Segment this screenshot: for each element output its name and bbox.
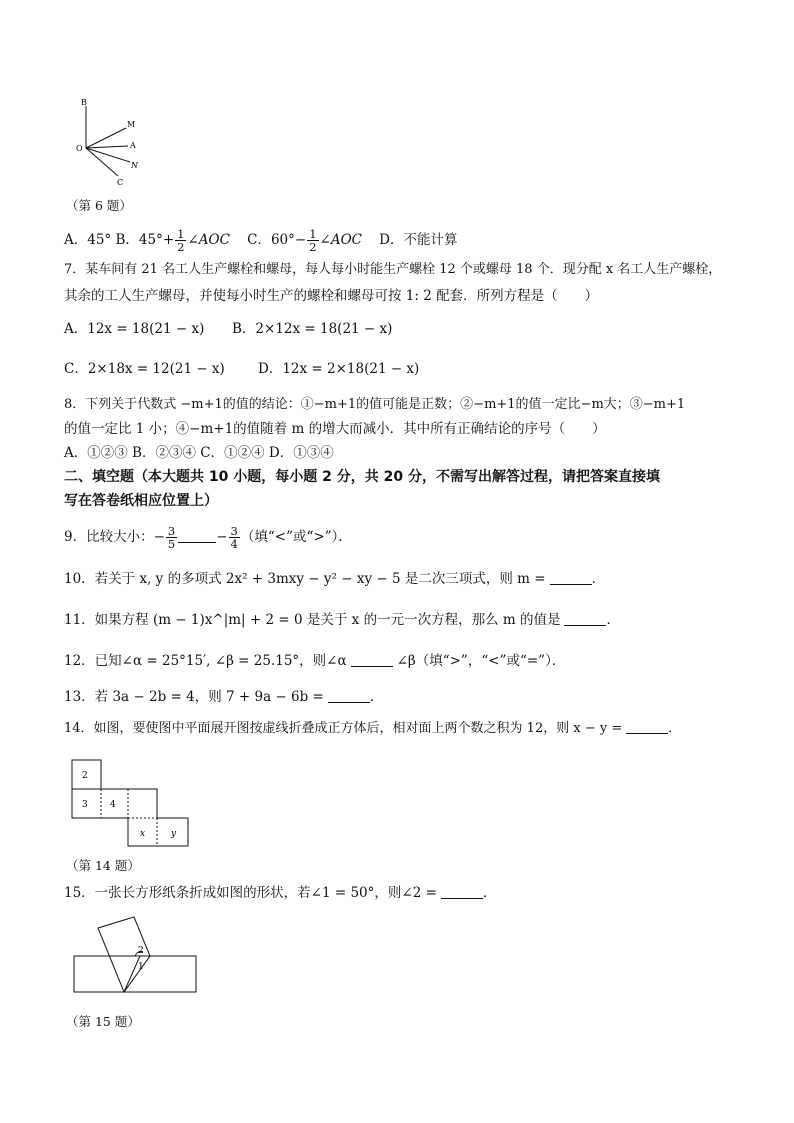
net-cell-y: y	[171, 829, 177, 839]
figure-6-angle-diagram	[72, 96, 162, 188]
q6-fraction-c	[307, 228, 318, 253]
section-2-heading-line1: 二、填空题（本大题共 10 小题，每小题 2 分，共 20 分，不需写出解答过程，请把答案直接填	[64, 469, 660, 485]
q11-end: ．	[606, 612, 620, 628]
angle-label-2: 2	[138, 946, 144, 956]
q14-answer-blank[interactable]	[626, 719, 668, 734]
label-c: C	[117, 178, 124, 187]
frac-numerator: 3	[230, 524, 238, 538]
q13-end: ．	[369, 689, 384, 705]
q9-fraction-2	[229, 525, 240, 550]
section-2-heading-line2: 写在答卷纸相应位置上）	[64, 493, 218, 509]
frac-denominator: 2	[309, 240, 317, 254]
q9-suffix: （填“<”或“>”）．	[240, 529, 352, 545]
q8-options: A．①②③ B．②③④ C．①②④ D．①③④	[64, 445, 334, 461]
q9	[64, 522, 352, 552]
q7-stem-line2: 其余的工人生产螺母，并使每小时生产的螺栓和螺母可按 1: 2 配套．所列方程是（ ）	[64, 288, 599, 304]
q13	[64, 688, 383, 706]
q9-mid: −	[216, 529, 228, 545]
net-cell-4: 4	[110, 800, 116, 810]
frac-denominator: 4	[230, 537, 238, 551]
label-o: O	[76, 144, 83, 153]
q13-text: 13．若 3a − 2b = 4，则 7 + 9a − 6b =	[64, 689, 324, 705]
q6-option-c-angle: ∠AOC	[319, 232, 362, 248]
net-cell-2: 2	[82, 771, 88, 781]
q8-stem-line2: 的值一定比 1 小；④−m+1的值随着 m 的增大而减小．其中所有正确结论的序号（ ）	[64, 421, 606, 437]
q12	[64, 652, 565, 670]
q6-option-ab: A．45° B．45°+	[64, 232, 175, 248]
q9-fraction-1	[166, 525, 177, 550]
label-a: A	[130, 141, 136, 150]
label-b: B	[81, 98, 87, 107]
q12-end: （填“>”，“<”或“=”）．	[415, 653, 566, 669]
ray-oc	[86, 148, 118, 176]
q11-answer-blank[interactable]	[564, 611, 606, 626]
q7-option-a: A．12x = 18(21 − x)	[64, 321, 205, 337]
label-n: N	[131, 161, 138, 170]
angle-label-1: 1	[138, 962, 144, 972]
q11-text: 11．如果方程 (m − 1)x^|m| + 2 = 0 是关于 x 的一元一次方程，那么 m 的值是	[64, 612, 561, 628]
figure-14-caption: （第 14 题）	[66, 858, 140, 873]
q11	[64, 611, 620, 629]
q9-prefix: 9．比较大小：−	[64, 529, 165, 545]
net-cell-x: x	[140, 829, 146, 839]
frac-numerator: 1	[309, 227, 317, 241]
q9-answer-blank[interactable]	[178, 528, 216, 543]
ray-om	[86, 128, 126, 148]
q12-answer-blank[interactable]	[351, 652, 393, 667]
q12-mid: ∠β	[396, 653, 416, 669]
q15-answer-blank[interactable]	[441, 884, 483, 899]
q7-option-c: C．2×18x = 12(21 − x)	[64, 361, 225, 377]
ray-on	[86, 148, 130, 162]
figure-15-caption: （第 15 题）	[66, 1014, 140, 1029]
q10	[64, 570, 605, 588]
q6-option-b-angle: ∠AOC	[187, 232, 230, 248]
figure-6-caption: （第 6 题）	[66, 198, 132, 213]
ray-oa	[86, 146, 128, 148]
q7-option-d: D．12x = 2×18(21 − x)	[258, 361, 420, 377]
q6-options	[64, 228, 457, 253]
q6-option-d: D．不能计算	[379, 232, 458, 248]
label-m: M	[127, 120, 136, 129]
figure-15-folded-strip	[72, 914, 202, 998]
q7-stem-line1: 7．某车间有 21 名工人生产螺栓和螺母，每人每小时能生产螺栓 12 个或螺母 18 个．现分配 x 名工人生产螺栓，	[64, 262, 722, 277]
frac-numerator: 1	[177, 227, 185, 241]
figure-14-cube-net	[70, 758, 194, 848]
q10-end: ．	[591, 571, 606, 587]
q6-option-c: C．60°−	[247, 232, 307, 248]
q15-end: ．	[482, 885, 497, 901]
q15	[64, 884, 496, 902]
q12-text: 12．已知∠α = 25°15′, ∠β = 25.15°，则∠α	[64, 653, 347, 669]
frac-numerator: 3	[167, 524, 176, 538]
q13-answer-blank[interactable]	[328, 688, 370, 703]
q10-text: 10．若关于 x, y 的多项式 2x² + 3mxy − y² − xy − 5 是二次三项式，则 m =	[64, 571, 546, 587]
q10-answer-blank[interactable]	[550, 570, 592, 585]
q14-text: 14．如图，要使图中平面展开图按虚线折叠成正方体后，相对面上两个数之积为 12，则 x − y =	[64, 721, 623, 736]
q8-stem-line1: 8．下列关于代数式 −m+1的值的结论：①−m+1的值可能是正数；②−m+1的值一定比−m大；③−m+1	[64, 397, 686, 412]
frac-denominator: 5	[167, 537, 176, 551]
frac-denominator: 2	[177, 240, 185, 254]
q15-text: 15．一张长方形纸条折成如图的形状，若∠1 = 50°，则∠2 =	[64, 885, 437, 901]
q14-end: ．	[668, 721, 682, 736]
q14	[64, 719, 681, 738]
net-cell-3: 3	[82, 800, 88, 810]
q7-option-b: B．2×12x = 18(21 − x)	[232, 321, 393, 337]
q6-fraction-b	[175, 228, 186, 253]
